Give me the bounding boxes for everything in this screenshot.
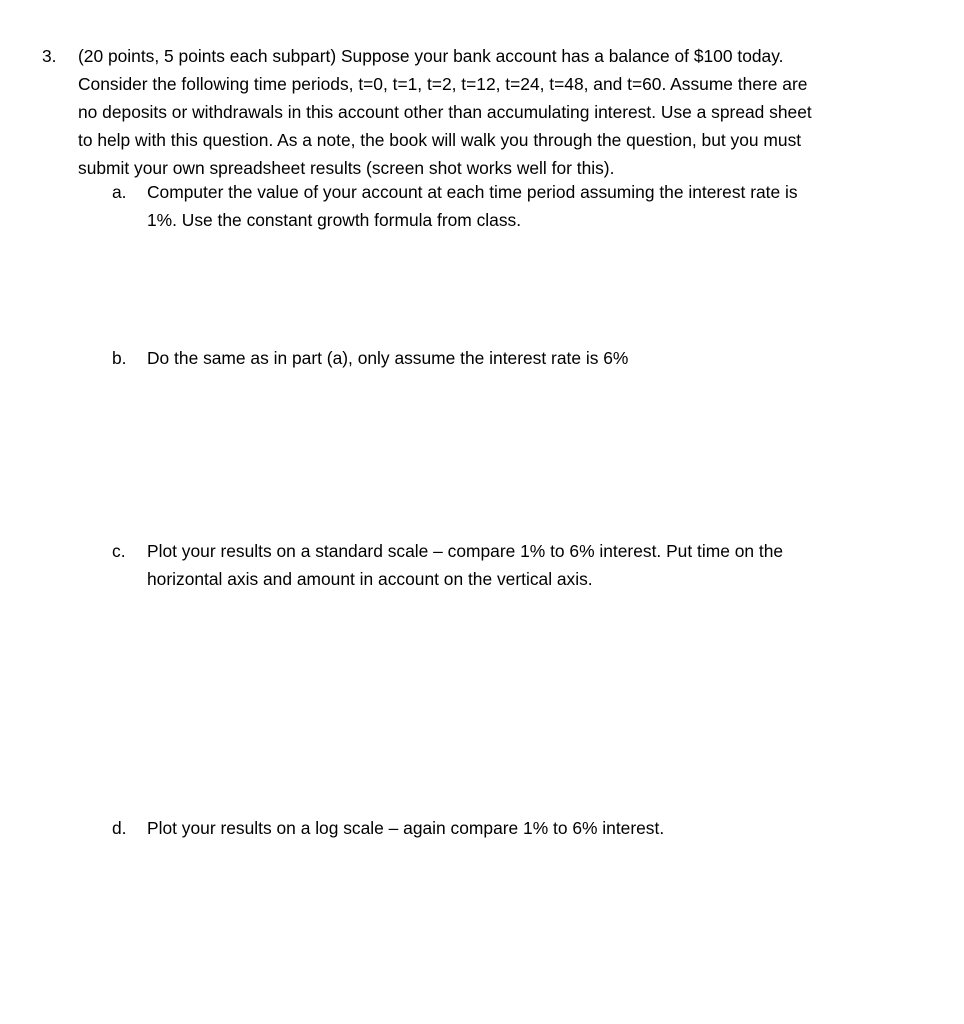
question-line: to help with this question. As a note, the book will walk you through the question, but you must: [78, 130, 802, 150]
question-line: no deposits or withdrawals in this account other than accumulating interest. Use a spread sheet: [78, 102, 812, 122]
subpart-line: Do the same as in part (a), only assume the interest rate is 6%: [147, 348, 629, 368]
subpart-a-letter: a.: [112, 182, 127, 202]
subpart-line: 1%. Use the constant growth formula from class.: [147, 210, 522, 230]
question-text: [78, 42, 938, 182]
subpart-line: Plot your results on a log scale – again compare 1% to 6% interest.: [147, 818, 665, 838]
subpart-line: Computer the value of your account at each time period assuming the interest rate is: [147, 182, 798, 202]
subpart-a-text: [147, 178, 937, 234]
subpart-line: Plot your results on a standard scale – compare 1% to 6% interest. Put time on the: [147, 541, 784, 561]
question-line: submit your own spreadsheet results (screen shot works well for this).: [78, 158, 615, 178]
subpart-b-text: [147, 344, 937, 372]
subpart-c-text: [147, 537, 937, 593]
question-number: 3.: [42, 46, 57, 66]
subpart-b-letter: b.: [112, 348, 127, 368]
question-line: (20 points, 5 points each subpart) Suppose your bank account has a balance of $100 today.: [78, 46, 784, 66]
subpart-line: horizontal axis and amount in account on the vertical axis.: [147, 569, 593, 589]
subpart-d-letter: d.: [112, 818, 127, 838]
subpart-d-text: [147, 814, 937, 842]
question-line: Consider the following time periods, t=0, t=1, t=2, t=12, t=24, t=48, and t=60. Assume there are: [78, 74, 808, 94]
subpart-c-letter: c.: [112, 541, 126, 561]
